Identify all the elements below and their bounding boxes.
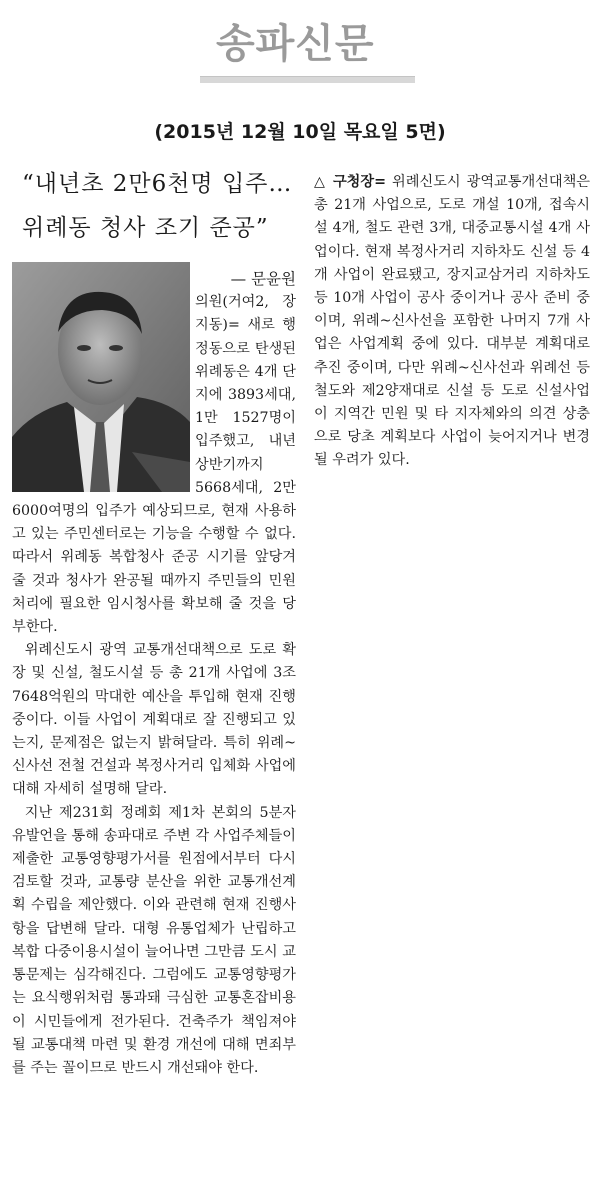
masthead: [200, 8, 415, 86]
answer-marker: △ 구청장=: [314, 174, 386, 190]
headline-line-2: 위례동 청사 조기 준공”: [22, 215, 269, 241]
headline: [22, 162, 292, 250]
headline-line-1: “내년초 2만6천명 입주…: [22, 171, 293, 197]
photo-wrap-spacer: [12, 268, 195, 498]
right-column: [314, 171, 590, 473]
question-paragraph-2: 위례신도시 광역 교통개선대책으로 도로 확장 및 신설, 철도시설 등 총 21개 사업에 3조7648억원의 막대한 예산을 투입해 현재 진행 중이다. 이들 사업이 계획대로 잘 진행되고 있는지, 문제점은 없는지 밝혀달라. 특히 위례~신사선 전철 건설과 복정사거리 입체화 사업에 대해 자세히 설명해 달라.: [12, 642, 296, 798]
speaker-name: — 문윤원: [230, 270, 296, 288]
answer-paragraph: [314, 171, 590, 473]
edition-line: (2015년 12월 10일 목요일 5면): [154, 121, 446, 143]
masthead-bar: [200, 76, 415, 83]
question-paragraph-1: 의원(거여2, 장지동)= 새로 행정동으로 탄생된 위례동은 4개 단지에 3893세대, 1만 1527명이 입주했고, 내년 상반기까지 5668세대, 2만6000여명의 입주가 예상되므로, 현재 사용하고 있는 주민센터로는 기능을 수행할 수 없다. 따라서 위례동 복합청사 준공 시기를 앞당겨 줄 것과 청사가 완공될 때까지 주민들의 민원처리에 필요한 임시청사를 확보해 줄 것을 당부한다.: [12, 294, 296, 636]
masthead-title: 송파신문: [216, 21, 375, 67]
left-column: [12, 268, 296, 1080]
question-paragraph-3: 지난 제231회 정례회 제1차 본회의 5분자유발언을 통해 송파대로 주변 각 사업주체들이 제출한 교통영향평가서를 원점에서부터 다시 검토할 것과, 교통량 분산을 위한 교통개선계획 수립을 제안했다. 이와 관련해 현재 진행사항을 답변해 달라. 대형 유통업체가 난립하고 복합 다중이용시설이 늘어나면 그만큼 도시 교통문제는 심각해진다. 그럼에도 교통영향평가는 요식행위처럼 통과돼 극심한 교통혼잡비용이 시민들에게 전가된다. 건축주가 책임져야 될 교통대책 마련 및 환경 개선에 대해 면죄부를 주는 꼴이므로 반드시 개선돼야 한다.: [12, 804, 296, 1076]
answer-text: 위례신도시 광역교통개선대책은 총 21개 사업으로, 도로 개설 10개, 접속시설 4개, 철도 관련 3개, 대중교통시설 4개 사업이다. 현재 복정사거리 지하차도 신설 등 4개 사업이 완료됐고, 장지교삼거리 지하차도 등 10개 사업이 공사 중이거나 공사 준비 중이며, 위례~신사선을 포함한 나머지 7개 사업은 사업계획 중에 있다. 대부분 계획대로 추진 중이며, 다만 위례~신사선과 위례선 등 철도와 제2양재대로 신설 등 도로 신설사업이 지역간 민원 및 타 지자체와의 의견 상충으로 당초 계획보다 사업이 늦어지거나 변경될 우려가 있다.: [314, 174, 590, 469]
